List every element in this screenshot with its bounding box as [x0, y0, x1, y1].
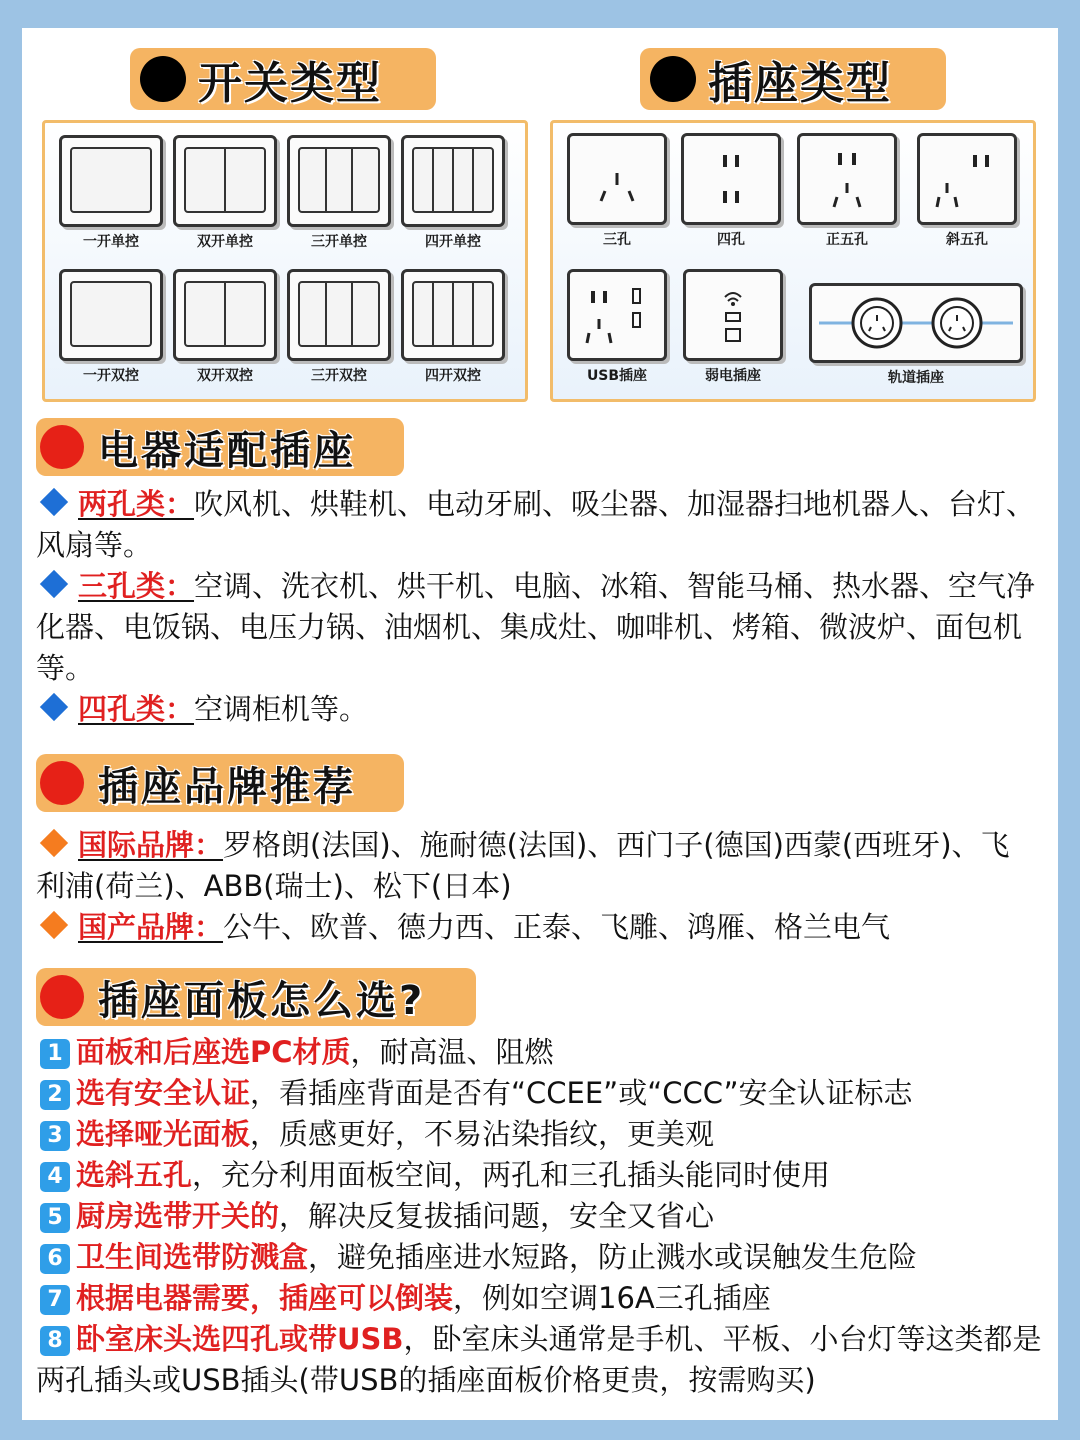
socket-weak-current	[683, 269, 783, 387]
panel-tip-item	[36, 1196, 1046, 1237]
switch-tile	[59, 135, 163, 253]
item-label: 两孔类：	[78, 487, 195, 521]
tip-text: ，充分利用面板空间，两孔和三孔插头能同时使用	[192, 1158, 831, 1192]
straight-five-hole-icon	[797, 133, 897, 225]
switch-types-title: 开关类型	[198, 58, 382, 109]
panel-tip-item	[36, 1237, 1046, 1278]
switch-key	[353, 283, 378, 345]
switch-key	[72, 149, 150, 211]
track-socket-icon	[809, 283, 1023, 363]
brands-domestic	[36, 907, 1036, 948]
item-text: 空调、洗衣机、烘干机、电脑、冰箱、智能马桶、热水器、空气净化器、电饭锅、电压力锅、油烟机、集成灶、咖啡机、烤箱、微波炉、面包机等。	[36, 569, 1036, 685]
red-dot-icon	[40, 975, 84, 1019]
tip-text: ，避免插座进水短路，防止溅水或误触发生危险	[308, 1240, 918, 1274]
brands-section-header	[36, 754, 404, 812]
bullet-dot-icon	[140, 56, 186, 102]
page	[22, 28, 1058, 1420]
tip-highlight: 选斜五孔	[76, 1158, 193, 1192]
number-badge-icon: 7	[40, 1285, 70, 1315]
switch-key	[327, 149, 354, 211]
item-label: 三孔类：	[78, 569, 195, 603]
tip-text: ，例如空调16A三孔插座	[453, 1281, 771, 1315]
appliances-section-header	[36, 418, 404, 476]
switch-key	[226, 149, 264, 211]
socket-types-title: 插座类型	[708, 58, 892, 109]
tip-highlight: 卧室床头选四孔或带USB	[76, 1322, 404, 1356]
switch-key	[434, 283, 454, 345]
switch-plate-icon	[401, 269, 505, 361]
switch-tile	[401, 135, 505, 253]
three-hole-icon	[567, 133, 667, 225]
tip-highlight: 选有安全认证	[76, 1076, 251, 1110]
tip-text: ，卧室床头通常是手机、平板、小台灯等这类都是两孔插头或USB插头(带USB的插座面板价格更贵，按需购买)	[36, 1322, 1042, 1397]
panel-tip-item	[36, 1319, 1046, 1401]
appliance-two-hole	[36, 484, 1036, 566]
switch-plate-icon	[173, 135, 277, 227]
switch-types-panel	[42, 120, 528, 402]
number-badge-icon: 1	[40, 1039, 70, 1069]
switch-plate-icon	[401, 135, 505, 227]
item-text: 罗格朗(法国)、施耐德(法国)、西门子(德国)西蒙(西班牙)、飞利浦(荷兰)、ABB(瑞士)、松下(日本)	[36, 828, 1010, 903]
socket-track	[809, 283, 1023, 401]
orange-diamond-icon	[40, 829, 68, 857]
switch-tile	[59, 269, 163, 387]
switch-key	[72, 283, 150, 345]
switch-plate-icon	[287, 269, 391, 361]
switch-types-header	[130, 48, 436, 110]
switch-key	[454, 149, 474, 211]
socket-types-panel	[550, 120, 1036, 402]
switch-tile	[401, 269, 505, 387]
switch-key	[300, 149, 327, 211]
switch-label: 三开单控	[311, 234, 367, 250]
switch-tile	[173, 135, 277, 253]
socket-label: 三孔	[603, 232, 631, 248]
tip-highlight: 卫生间选带防溅盒	[76, 1240, 309, 1274]
socket-types-header	[640, 48, 946, 110]
item-label: 国际品牌：	[78, 828, 224, 862]
panel-tip-item	[36, 1155, 1046, 1196]
appliances-title: 电器适配插座	[98, 427, 356, 474]
switch-plate-icon	[59, 269, 163, 361]
switch-tile	[287, 269, 391, 387]
tip-text: ，解决反复拔插问题，安全又省心	[279, 1199, 715, 1233]
tip-highlight: 厨房选带开关的	[76, 1199, 280, 1233]
red-dot-icon	[40, 425, 84, 469]
switch-key	[226, 283, 264, 345]
socket-label: USB插座	[586, 368, 648, 384]
item-text: 空调柜机等。	[194, 692, 369, 726]
panel-tip-item	[36, 1278, 1046, 1319]
usb-socket-icon	[567, 269, 667, 361]
four-hole-icon	[681, 133, 781, 225]
item-label: 四孔类：	[78, 692, 195, 726]
switch-key	[353, 149, 378, 211]
switch-key	[414, 283, 434, 345]
switch-label: 三开双控	[311, 368, 367, 384]
number-badge-icon: 3	[40, 1121, 70, 1151]
switch-label: 四开双控	[425, 368, 481, 384]
switch-label: 一开双控	[83, 368, 139, 384]
switch-tile	[173, 269, 277, 387]
switch-label: 四开单控	[425, 234, 481, 250]
socket-four-hole	[681, 133, 781, 251]
socket-label: 斜五孔	[946, 232, 988, 248]
switch-plate-icon	[173, 269, 277, 361]
switch-key	[434, 149, 454, 211]
switch-key	[414, 149, 434, 211]
socket-label: 正五孔	[826, 232, 868, 248]
tip-highlight: 根据电器需要，插座可以倒装	[76, 1281, 454, 1315]
number-badge-icon: 5	[40, 1203, 70, 1233]
switch-plate-icon	[287, 135, 391, 227]
socket-label: 弱电插座	[705, 368, 761, 384]
panel-tips-title: 插座面板怎么选?	[98, 977, 426, 1024]
number-badge-icon: 2	[40, 1080, 70, 1110]
tip-highlight: 面板和后座选PC材质	[76, 1035, 351, 1069]
switch-tile	[287, 135, 391, 253]
blue-diamond-icon	[40, 693, 68, 721]
switch-label: 一开单控	[83, 234, 139, 250]
socket-straight-five	[797, 133, 897, 251]
socket-label: 轨道插座	[888, 370, 944, 386]
tip-text: ，看插座背面是否有“CCEE”或“CCC”安全认证标志	[250, 1076, 913, 1110]
switch-key	[186, 283, 226, 345]
orange-diamond-icon	[40, 911, 68, 939]
switch-key	[454, 283, 474, 345]
item-text: 公牛、欧普、德力西、正泰、飞雕、鸿雁、格兰电气	[223, 910, 891, 944]
switch-key	[300, 283, 327, 345]
appliance-four-hole	[36, 689, 1036, 730]
switch-key	[186, 149, 226, 211]
panel-tips-section-header	[36, 968, 476, 1026]
brands-international	[36, 825, 1036, 907]
tip-text: ，耐高温、阻燃	[350, 1035, 554, 1069]
tip-text: ，质感更好，不易沾染指纹，更美观	[250, 1117, 715, 1151]
panel-tip-item	[36, 1032, 1046, 1073]
switch-label: 双开单控	[197, 234, 253, 250]
bullet-dot-icon	[650, 56, 696, 102]
red-dot-icon	[40, 761, 84, 805]
switch-key	[474, 283, 492, 345]
blue-diamond-icon	[40, 488, 68, 516]
diagonal-five-hole-icon	[917, 133, 1017, 225]
panel-tip-item	[36, 1114, 1046, 1155]
blue-diamond-icon	[40, 570, 68, 598]
appliance-three-hole	[36, 566, 1036, 689]
number-badge-icon: 8	[40, 1326, 70, 1356]
panel-tip-item	[36, 1073, 1046, 1114]
switch-key	[327, 283, 354, 345]
number-badge-icon: 4	[40, 1162, 70, 1192]
socket-three-hole	[567, 133, 667, 251]
tip-highlight: 选择哑光面板	[76, 1117, 251, 1151]
socket-label: 四孔	[717, 232, 745, 248]
switch-plate-icon	[59, 135, 163, 227]
brands-title: 插座品牌推荐	[98, 763, 356, 810]
item-text: 吹风机、烘鞋机、电动牙刷、吸尘器、加湿器扫地机器人、台灯、风扇等。	[36, 487, 1036, 562]
socket-diagonal-five	[917, 133, 1017, 251]
switch-key	[474, 149, 492, 211]
socket-usb	[567, 269, 667, 387]
switch-label: 双开双控	[197, 368, 253, 384]
number-badge-icon: 6	[40, 1244, 70, 1274]
item-label: 国产品牌：	[78, 910, 224, 944]
weak-current-socket-icon	[683, 269, 783, 361]
